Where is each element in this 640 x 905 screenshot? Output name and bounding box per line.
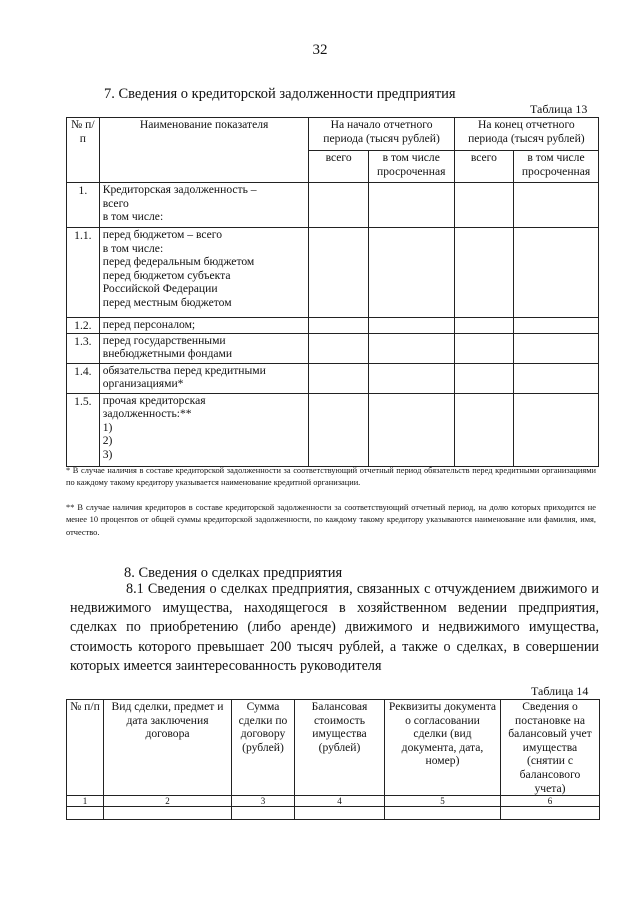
column-number: 3 [232,796,295,807]
column-number-row [67,796,600,807]
footnote-1: * В случае наличия в составе кредиторской задолженности за соответствующий отчетный период обязательств перед кредитными организациями по каждому такому кредитору указывается наименование кредитной организации. [66,466,596,488]
cell-empty[interactable] [368,393,454,466]
cell-empty[interactable] [67,807,104,820]
table-row [67,807,600,820]
row-num: 1.3. [67,333,100,363]
cell-empty[interactable] [514,333,599,363]
cell-empty[interactable] [368,318,454,334]
cell-empty[interactable] [514,183,599,228]
header-name: Наименование показателя [99,118,309,183]
cell-empty[interactable] [454,318,513,334]
header-end-overdue: в том числе просроченная [514,151,599,183]
table-13 [66,117,599,467]
header-num: № п/п [67,118,100,183]
cell-empty[interactable] [309,363,368,393]
header-col-3: Сумма сделки по договору (рублей) [232,700,295,796]
table-row [67,333,599,363]
cell-empty[interactable] [104,807,232,820]
row-name: перед государственными внебюджетными фондами [99,333,309,363]
cell-empty[interactable] [309,393,368,466]
header-col-2: Вид сделки, предмет и дата заключения договора [104,700,232,796]
header-period-start: На начало отчетного периода (тысяч рублей) [309,118,454,151]
table-row [67,228,599,318]
row-num: 1. [67,183,100,228]
column-number: 1 [67,796,104,807]
column-number: 5 [385,796,501,807]
row-name: перед бюджетом – всего в том числе: перед федеральным бюджетом перед бюджетом субъекта Российской Федерации перед местным бюджетом [99,228,309,318]
cell-empty[interactable] [514,318,599,334]
column-number: 6 [501,796,600,807]
table-row [67,318,599,334]
column-number: 4 [295,796,385,807]
table-13-caption: Таблица 13 [530,102,588,116]
cell-empty[interactable] [309,183,368,228]
row-name: перед персоналом; [99,318,309,334]
cell-empty[interactable] [368,333,454,363]
cell-empty[interactable] [295,807,385,820]
row-num: 1.1. [67,228,100,318]
column-number: 2 [104,796,232,807]
cell-empty[interactable] [454,363,513,393]
cell-empty[interactable] [454,228,513,318]
section-8-paragraph: 8.1 Сведения о сделках предприятия, связанных с отчуждением движимого и недвижимого имущества, находящегося в хозяйственном ведении предприятия, сделках по приобретению (либо аренде) движимого и недвижимого имущества, стоимость которого превышает 200 тысяч рублей, а также о сделках, в совершении которых имеется заинтересованность руководителя [70,581,599,674]
header-start-total: всего [309,151,368,183]
cell-empty[interactable] [454,183,513,228]
row-name: Кредиторская задолженность – всего в том числе: [99,183,309,228]
header-col-5: Реквизиты документа о согласовании сделки (вид документа, дата, номер) [385,700,501,796]
row-num: 1.2. [67,318,100,334]
header-period-end: На конец отчетного периода (тысяч рублей) [454,118,598,151]
row-name: прочая кредиторская задолженность:** 1) 2) 3) [99,393,309,466]
header-end-total: всего [454,151,513,183]
cell-empty[interactable] [368,228,454,318]
cell-empty[interactable] [514,363,599,393]
header-col-6: Сведения о постановке на балансовый учет имущества (снятии с балансового учета) [501,700,600,796]
section-7-heading: 7. Сведения о кредиторской задолженности предприятия [104,86,456,102]
cell-empty[interactable] [501,807,600,820]
section-8-heading: 8. Сведения о сделках предприятия [124,565,343,581]
header-start-overdue: в том числе просроченная [368,151,454,183]
cell-empty[interactable] [309,318,368,334]
table-row [67,363,599,393]
row-name: обязательства перед кредитными организациями* [99,363,309,393]
table-14 [66,699,600,820]
cell-empty[interactable] [454,393,513,466]
cell-empty[interactable] [514,393,599,466]
table-row [67,393,599,466]
row-num: 1.4. [67,363,100,393]
table-row [67,183,599,228]
footnote-2: ** В случае наличия кредиторов в составе кредиторской задолженности за соответствующий отчетный период, на долю которых приходится не менее 10 процентов от общей суммы кредиторской задолженности, по каждому такому кредитору указываются наименование или фамилия, имя, отчество. [66,503,596,537]
row-num: 1.5. [67,393,100,466]
header-col-1: № п/п [67,700,104,796]
cell-empty[interactable] [385,807,501,820]
cell-empty[interactable] [368,363,454,393]
cell-empty[interactable] [368,183,454,228]
header-col-4: Балансовая стоимость имущества (рублей) [295,700,385,796]
cell-empty[interactable] [309,333,368,363]
cell-empty[interactable] [514,228,599,318]
cell-empty[interactable] [232,807,295,820]
table-14-caption: Таблица 14 [531,684,589,698]
page-number: 32 [312,42,328,58]
cell-empty[interactable] [309,228,368,318]
cell-empty[interactable] [454,333,513,363]
